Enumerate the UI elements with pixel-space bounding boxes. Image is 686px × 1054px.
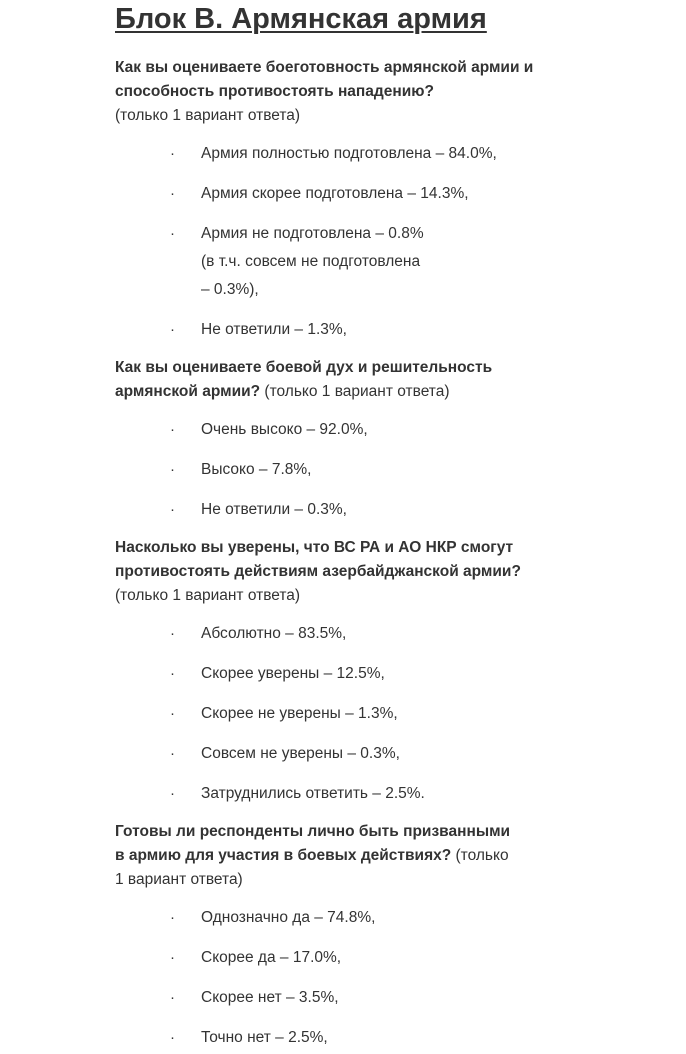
answer-item: · Не ответили – 0.3%, [115,496,555,524]
bullet-icon: · [170,225,175,242]
question-2 [115,356,545,404]
answer-item: · Совсем не уверены – 0.3%, [115,740,555,768]
question-1 [115,56,545,128]
bullet-icon: · [170,185,175,202]
answer-item: · Армия не подготовлена – 0.8% (в т.ч. совсем не подготовлена – 0.3%), [115,220,431,304]
answer-item: · Скорее нет – 3.5%, [115,984,555,1012]
question-4 [115,820,515,892]
answer-item: · Затруднились ответить – 2.5%. [115,780,555,808]
answer-item: · Скорее уверены – 12.5%, [115,660,555,688]
question-text: Как вы оцениваете боеготовность армянской армии и способность противостоять нападению? [115,59,534,100]
question-3 [115,536,555,608]
answer-item: · Армия полностью подготовлена – 84.0%, [115,140,555,168]
answer-list [115,140,555,344]
page-title: Блок В. Армянская армия [115,3,487,35]
answer-item: · Однозначно да – 74.8%, [115,904,555,932]
answer-list [115,620,555,808]
question-note: (только 1 вариант ответа) [115,847,509,888]
answer-item: · Не ответили – 1.3%, [115,316,555,344]
bullet-icon: · [170,785,175,802]
question-text: Как вы оцениваете боевой дух и решительность армянской армии? [115,359,493,400]
question-note: (только 1 вариант ответа) [115,107,301,124]
question-text: Насколько вы уверены, что ВС РА и АО НКР смогут противостоять действиям азербайджанской армии? [115,539,521,580]
answer-list [115,416,555,524]
bullet-icon: · [170,461,175,478]
bullet-icon: · [170,745,175,762]
answer-item: · Скорее да – 17.0%, [115,944,555,972]
bullet-icon: · [170,321,175,338]
bullet-icon: · [170,949,175,966]
answer-item: · Очень высоко – 92.0%, [115,416,555,444]
bullet-icon: · [170,145,175,162]
bullet-icon: · [170,665,175,682]
answer-item: · Высоко – 7.8%, [115,456,555,484]
answer-item: · Скорее не уверены – 1.3%, [115,700,555,728]
bullet-icon: · [170,1029,175,1046]
answer-item: · Точно нет – 2.5%, [115,1024,555,1052]
bullet-icon: · [170,705,175,722]
answer-item: · Абсолютно – 83.5%, [115,620,555,648]
document [115,0,555,1052]
bullet-icon: · [170,501,175,518]
question-text: Готовы ли респонденты лично быть призванными в армию для участия в боевых действиях? [115,823,511,864]
bullet-icon: · [170,989,175,1006]
bullet-icon: · [170,421,175,438]
answer-list [115,904,555,1052]
question-note: (только 1 вариант ответа) [264,383,450,400]
bullet-icon: · [170,909,175,926]
answer-item: · Армия скорее подготовлена – 14.3%, [115,180,555,208]
question-note: (только 1 вариант ответа) [115,587,301,604]
bullet-icon: · [170,625,175,642]
